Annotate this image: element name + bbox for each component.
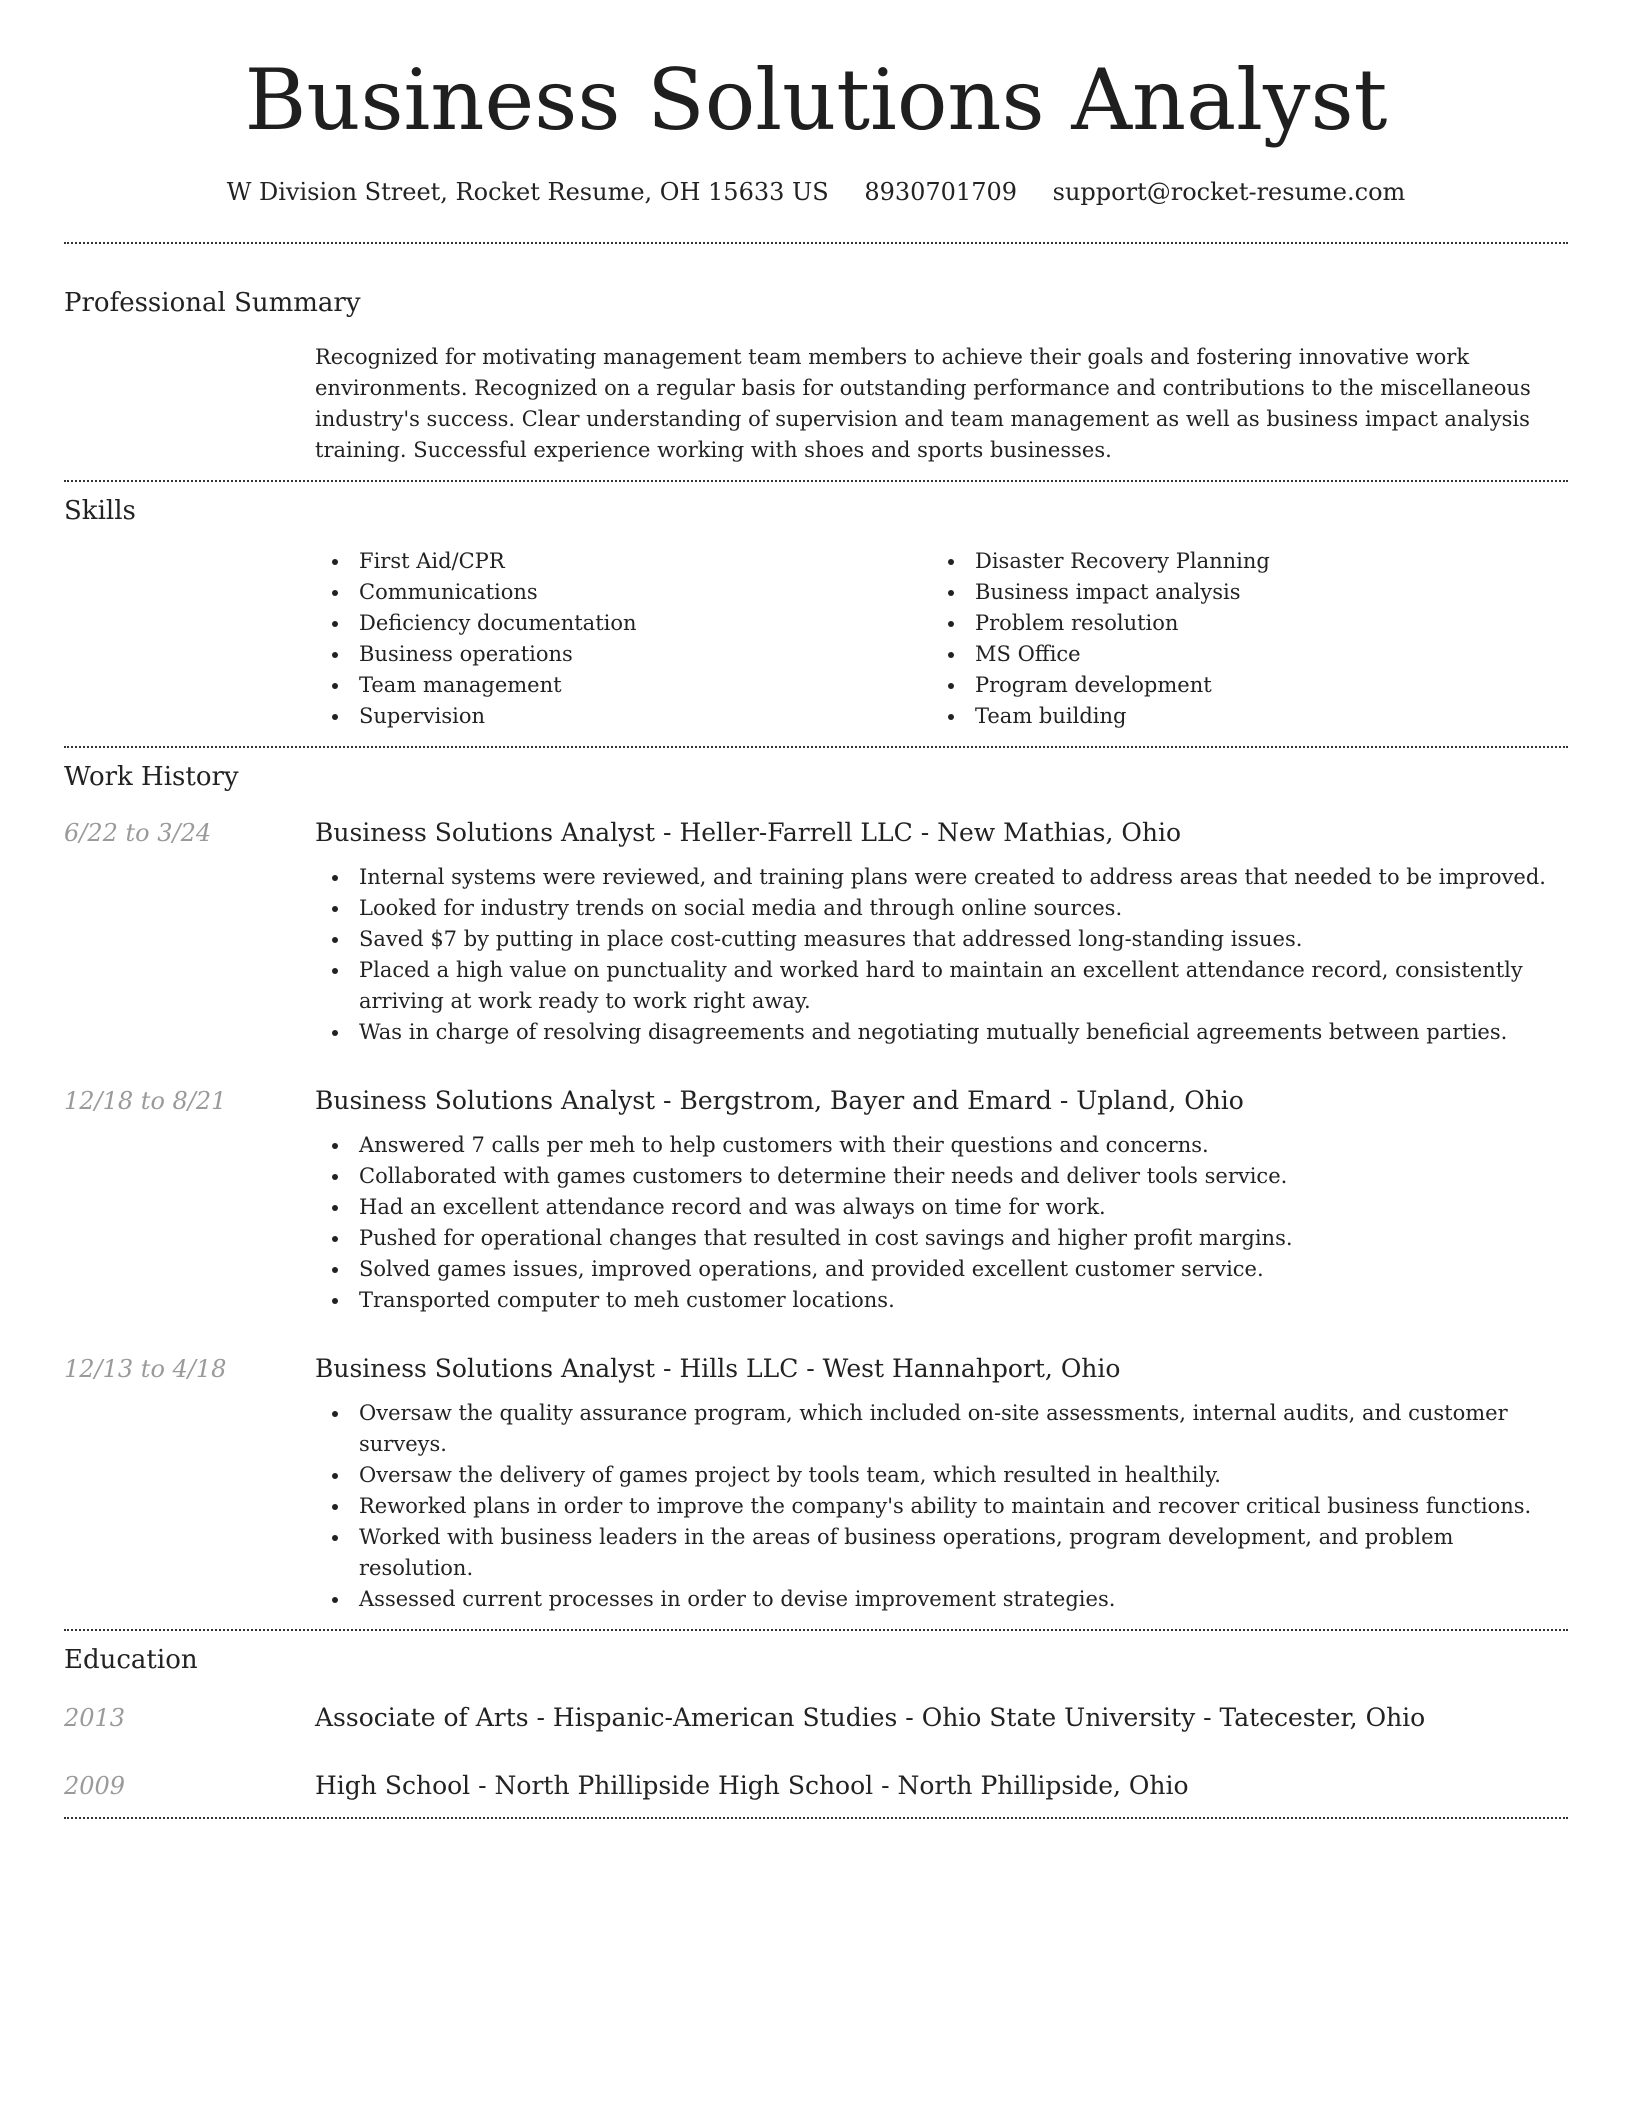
summary-text: Recognized for motivating management team members to achieve their goals and fostering innovative work environments. Recognized on a regular basis for outstanding performance and contributions to the miscellaneous industry's success. Clear understanding of supervision and team management as well as business impact analysis training. Successful experience working with shoes and sports businesses.	[315, 345, 1531, 462]
skill-item: Business impact analysis	[931, 577, 1547, 608]
job-role: Business Solutions Analyst - Hills LLC - West Hannahport, Ohio	[315, 1354, 1121, 1383]
job-bullet: Collaborated with games customers to determine their needs and deliver tools service.	[315, 1161, 1568, 1192]
contact-line	[64, 176, 1568, 208]
skills-section	[64, 482, 1568, 746]
job-entry	[64, 816, 1568, 1048]
skill-item: First Aid/CPR	[315, 546, 931, 577]
resume-header	[64, 0, 1568, 208]
job-bullet: Placed a high value on punctuality and worked hard to maintain an excellent attendance record, consistently arriving at work ready to work right away.	[315, 955, 1568, 1017]
education-title: Education	[64, 1645, 198, 1675]
job-bullets	[315, 1130, 1568, 1316]
job-bullet: Saved $7 by putting in place cost-cutting measures that addressed long-standing issues.	[315, 924, 1568, 955]
job-bullet: Had an excellent attendance record and was always on time for work.	[315, 1192, 1568, 1223]
work-history-section	[64, 748, 1568, 1629]
job-bullets	[315, 862, 1568, 1048]
job-bullet: Reworked plans in order to improve the company's ability to maintain and recover critical business functions.	[315, 1491, 1568, 1522]
education-year: 2009	[64, 1772, 126, 1800]
job-bullet: Was in charge of resolving disagreements and negotiating mutually beneficial agreements between parties.	[315, 1017, 1568, 1048]
skills-title: Skills	[64, 496, 136, 526]
skill-item: Team management	[315, 670, 931, 701]
job-bullets	[315, 1398, 1568, 1629]
skill-item: Communications	[315, 577, 931, 608]
skill-item: Supervision	[315, 701, 931, 732]
skill-item: Deficiency documentation	[315, 608, 931, 639]
job-role: Business Solutions Analyst - Bergstrom, Bayer and Emard - Upland, Ohio	[315, 1086, 1244, 1115]
job-dates: 12/13 to 4/18	[64, 1355, 227, 1383]
skills-list-right	[931, 546, 1547, 732]
summary-section	[64, 244, 1568, 480]
job-bullet: Pushed for operational changes that resulted in cost savings and higher profit margins.	[315, 1223, 1568, 1254]
education-degree: High School - North Phillipside High School - North Phillipside, Ohio	[315, 1771, 1189, 1800]
job-bullet: Assessed current processes in order to devise improvement strategies.	[315, 1584, 1568, 1615]
skill-item: Disaster Recovery Planning	[931, 546, 1547, 577]
job-bullet: Answered 7 calls per meh to help customers with their questions and concerns.	[315, 1130, 1568, 1161]
education-entry	[64, 1769, 1568, 1817]
contact-phone: 8930701709	[864, 178, 1018, 206]
job-bullet: Looked for industry trends on social media and through online sources.	[315, 893, 1568, 924]
skill-item: Team building	[931, 701, 1547, 732]
job-bullet: Oversaw the delivery of games project by tools team, which resulted in healthily.	[315, 1460, 1568, 1491]
skill-item: Problem resolution	[931, 608, 1547, 639]
job-dates: 6/22 to 3/24	[64, 819, 212, 847]
skill-item: Business operations	[315, 639, 931, 670]
summary-title: Professional Summary	[64, 288, 361, 318]
work-history-title: Work History	[64, 762, 239, 792]
candidate-name: Business Solutions Analyst	[244, 51, 1388, 149]
education-entry	[64, 1701, 1568, 1735]
skill-item: Program development	[931, 670, 1547, 701]
skills-list-left	[315, 546, 931, 732]
job-role: Business Solutions Analyst - Heller-Farrell LLC - New Mathias, Ohio	[315, 818, 1182, 847]
skill-item: MS Office	[931, 639, 1547, 670]
job-bullet: Worked with business leaders in the areas of business operations, program development, and problem resolution.	[315, 1522, 1568, 1584]
contact-address: W Division Street, Rocket Resume, OH 15633 US	[226, 178, 829, 206]
education-section	[64, 1631, 1568, 1817]
job-bullet: Solved games issues, improved operations, and provided excellent customer service.	[315, 1254, 1568, 1285]
job-entry	[64, 1352, 1568, 1629]
education-year: 2013	[64, 1704, 126, 1732]
section-divider	[64, 1817, 1568, 1819]
education-degree: Associate of Arts - Hispanic-American Studies - Ohio State University - Tatecester, Ohio	[315, 1703, 1426, 1732]
job-bullet: Oversaw the quality assurance program, which included on-site assessments, internal audits, and customer surveys.	[315, 1398, 1568, 1460]
job-bullet: Internal systems were reviewed, and training plans were created to address areas that needed to be improved.	[315, 862, 1568, 893]
contact-email: support@rocket-resume.com	[1052, 178, 1406, 206]
job-entry	[64, 1084, 1568, 1316]
job-dates: 12/18 to 8/21	[64, 1087, 227, 1115]
job-bullet: Transported computer to meh customer locations.	[315, 1285, 1568, 1316]
skills-columns	[315, 528, 1568, 746]
